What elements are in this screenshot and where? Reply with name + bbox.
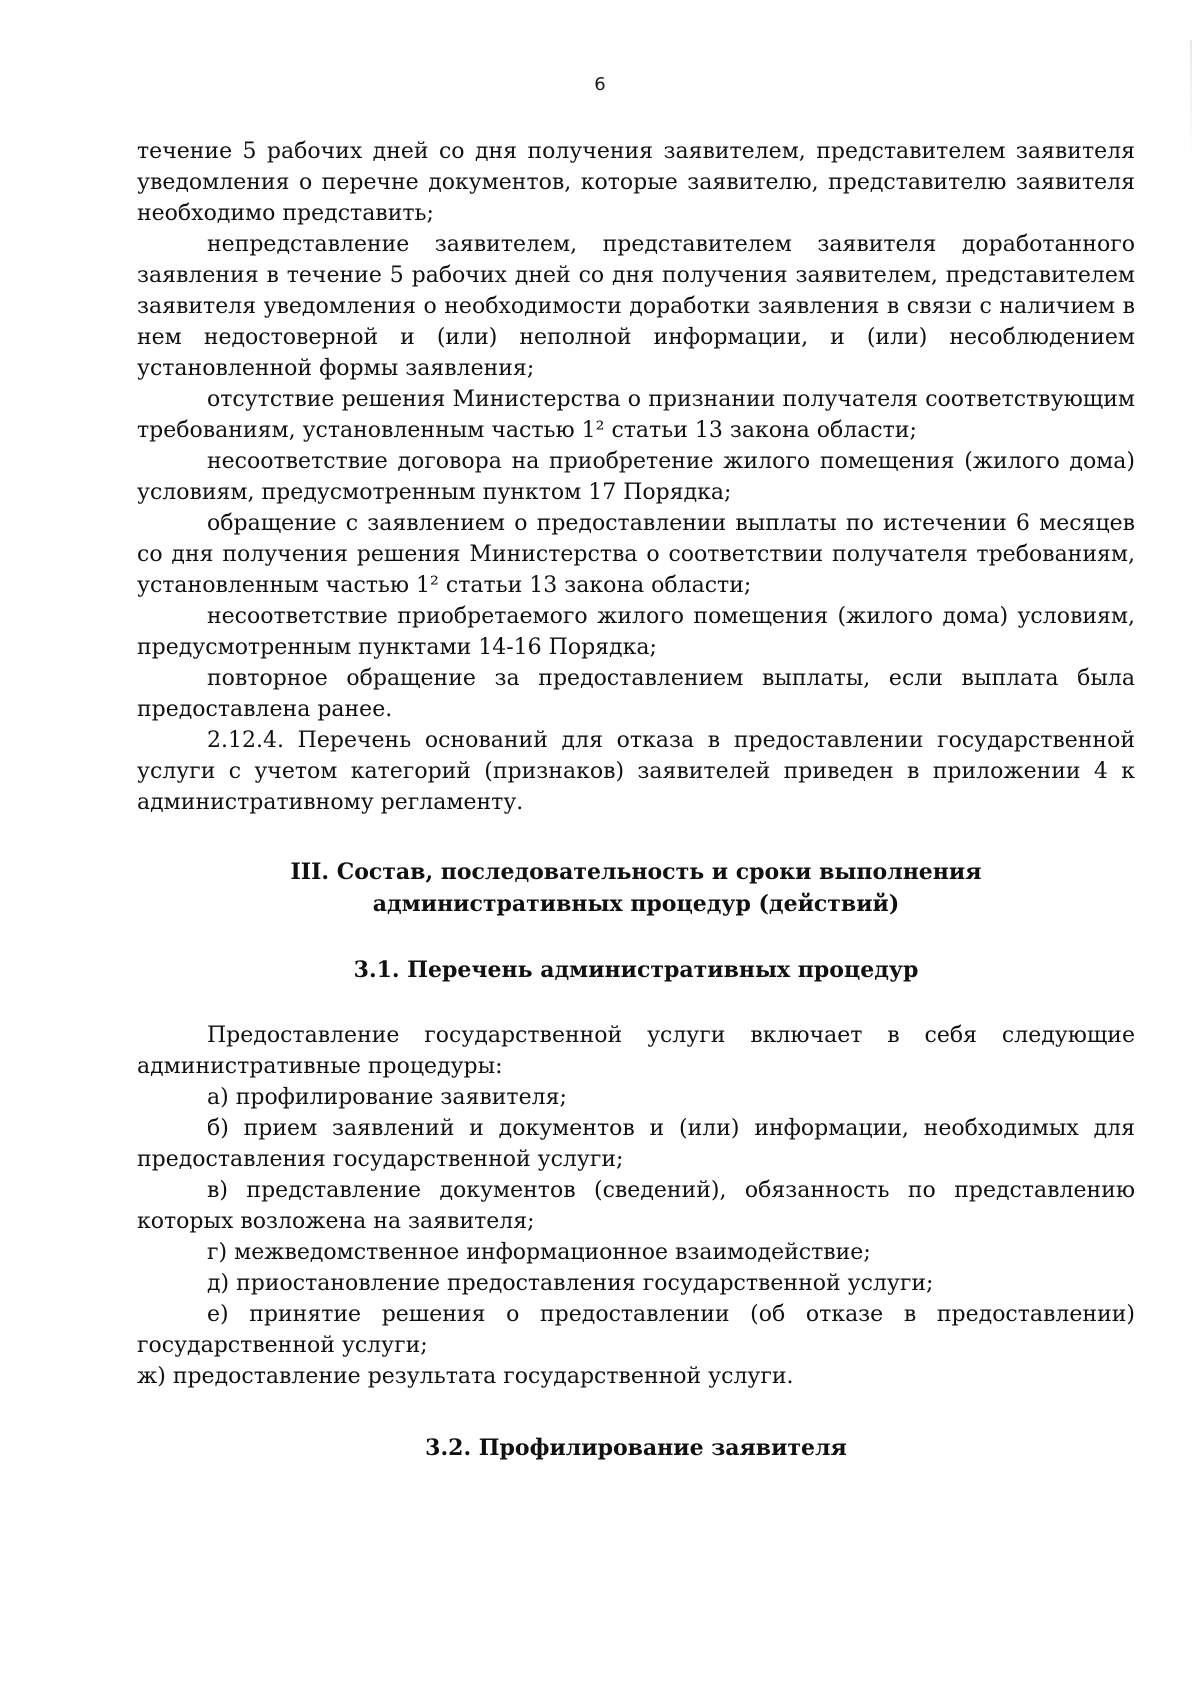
paragraph: течение 5 рабочих дней со дня получения заявителем, представителем заявителя уведомления о перечне документов, которые заявителю, представителю заявителя необходимо представить;	[137, 139, 1135, 226]
paragraph: несоответствие приобретаемого жилого помещения (жилого дома) условиям, предусмотренным пунктами 14-16 Порядка;	[137, 604, 1135, 660]
spacer	[137, 818, 1135, 856]
procedure-item: б) прием заявлений и документов и (или) информации, необходимых для предоставления государственной услуги;	[137, 1116, 1135, 1172]
scan-edge-mark	[1190, 40, 1192, 160]
paragraph: отсутствие решения Министерства о признании получателя соответствующим требованиям, установленным частью 1² статьи 13 закона области;	[137, 387, 1135, 443]
spacer	[137, 920, 1135, 954]
procedure-item: в) представление документов (сведений), обязанность по представлению которых возложена на заявителя;	[137, 1178, 1135, 1234]
paragraph: несоответствие договора на приобретение жилого помещения (жилого дома) условиям, предусмотренным пунктом 17 Порядка;	[137, 449, 1135, 505]
paragraph: повторное обращение за предоставлением выплаты, если выплата была предоставлена ранее.	[137, 666, 1135, 722]
procedure-item: е) принятие решения о предоставлении (об отказе в предоставлении) государственной услуги;	[137, 1302, 1135, 1358]
procedures-intro: Предоставление государственной услуги включает в себя следующие административные процедуры:	[137, 1023, 1135, 1079]
paragraph: непредставление заявителем, представителем заявителя доработанного заявления в течение 5 рабочих дней со дня получения заявителем, представителем заявителя уведомления о необходимости доработки заявления в связи с наличием в нем недостоверной и (или) неполной информации, и (или) несоблюдением установленной формы заявления;	[137, 232, 1135, 381]
procedure-item: а) профилирование заявителя;	[207, 1085, 567, 1110]
paragraph: обращение с заявлением о предоставлении выплаты по истечении 6 месяцев со дня получения решения Министерства о соответствии получателя требованиям, установленным частью 1² статьи 13 закона области;	[137, 511, 1135, 598]
procedure-item: д) приостановление предоставления государственной услуги;	[207, 1271, 934, 1296]
document-body	[137, 136, 1135, 1464]
page-number: 6	[594, 74, 606, 95]
spacer	[137, 1392, 1135, 1432]
procedure-item: г) межведомственное информационное взаимодействие;	[207, 1240, 871, 1265]
subsection-heading: 3.2. Профилирование заявителя	[425, 1435, 847, 1461]
procedure-item: ж) предоставление результата государственной услуги.	[137, 1364, 794, 1389]
section-heading-line-1: III. Состав, последовательность и сроки выполнения	[290, 859, 982, 885]
paragraph: 2.12.4. Перечень оснований для отказа в предоставлении государственной услуги с учетом категорий (признаков) заявителей приведен в приложении 4 к административному регламенту.	[137, 728, 1135, 815]
subsection-heading: 3.1. Перечень административных процедур	[353, 957, 919, 983]
section-heading-line-2: административных процедур (действий)	[372, 891, 900, 917]
spacer	[137, 986, 1135, 1020]
